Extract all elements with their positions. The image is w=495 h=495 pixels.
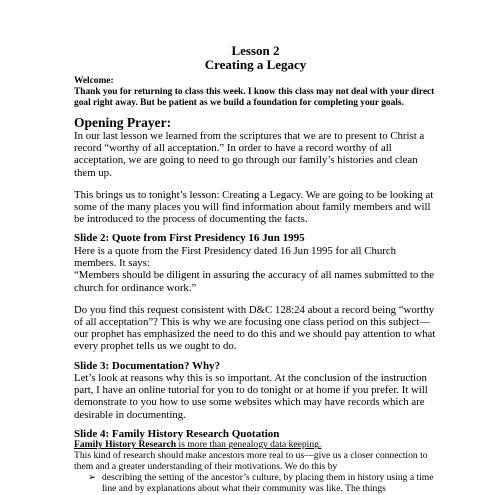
arrow-bullet-icon: ➢ bbox=[88, 471, 97, 483]
lesson-title: Lesson 2 bbox=[231, 43, 280, 58]
slide-4-heading: Slide 4: Family History Research Quotation bbox=[74, 427, 280, 440]
welcome-section bbox=[74, 76, 437, 109]
bullet-text: describing the setting of the ancestor’s culture, by placing them in history using a time line and by explanations about what their community was like. The things bbox=[102, 471, 434, 494]
lesson-subtitle: Creating a Legacy bbox=[204, 57, 307, 72]
welcome-text: Thank you for returning to class this week. I know this class may not deal with your direct goal right away. But be patient as we build a foundation for completing your goals. bbox=[74, 87, 435, 108]
prayer-paragraph-1: In our last lesson we learned from the scriptures that we are to present to Christ a record “worthy of all acceptation.” In order to have a record worthy of all acceptation, we are going to need to go through our family’s histories and clean them up. bbox=[74, 130, 425, 179]
welcome-label: Welcome: bbox=[74, 76, 114, 86]
underlined-rest: is more than genealogy data keeping. bbox=[176, 439, 322, 451]
slide-4-paragraph: This kind of research should make ancestors more real to us—give us a closer connection to them and a greater understanding of their motivations. We do this by bbox=[74, 450, 428, 472]
underlined-term: Family History Research bbox=[74, 439, 177, 451]
slide-3-heading: Slide 3: Documentation? Why? bbox=[74, 359, 221, 372]
prayer-paragraph-2: This brings us to tonight’s lesson: Creating a Legacy. We are going to be looking at some of the many places you will find information about family members and will be introduced to the process of documenting the facts. bbox=[74, 188, 434, 226]
slide-2-quote: “Members should be diligent in assuring the accuracy of all names submitted to the church for ordinance work.” bbox=[74, 269, 435, 294]
slide-2-heading: Slide 2: Quote from First Presidency 16 Jun 1995 bbox=[74, 232, 305, 245]
slide-3-paragraph: Let’s look at reasons why this is so important. At the conclusion of the instruction part, I have an online tutorial for you to do tonight or at home if you prefer. It will demonstrate to you how to use some websites which may have records which are desirable in documenting. bbox=[74, 372, 428, 421]
opening-prayer-heading: Opening Prayer: bbox=[74, 115, 172, 130]
slide-2-paragraph-2: Do you find this request consistent with D&C 128:24 about a record being “worthy of all acceptation”? This is why we are focusing one class period on this subject—our prophet has emphasized the need to do this and we should pay attention to what every prophet tells us we ought to do. bbox=[74, 303, 436, 353]
list-item bbox=[74, 473, 437, 495]
slide-2-paragraph-1: Here is a quote from the First Presidency dated 16 Jun 1995 for all Church members. It says: bbox=[74, 244, 397, 270]
